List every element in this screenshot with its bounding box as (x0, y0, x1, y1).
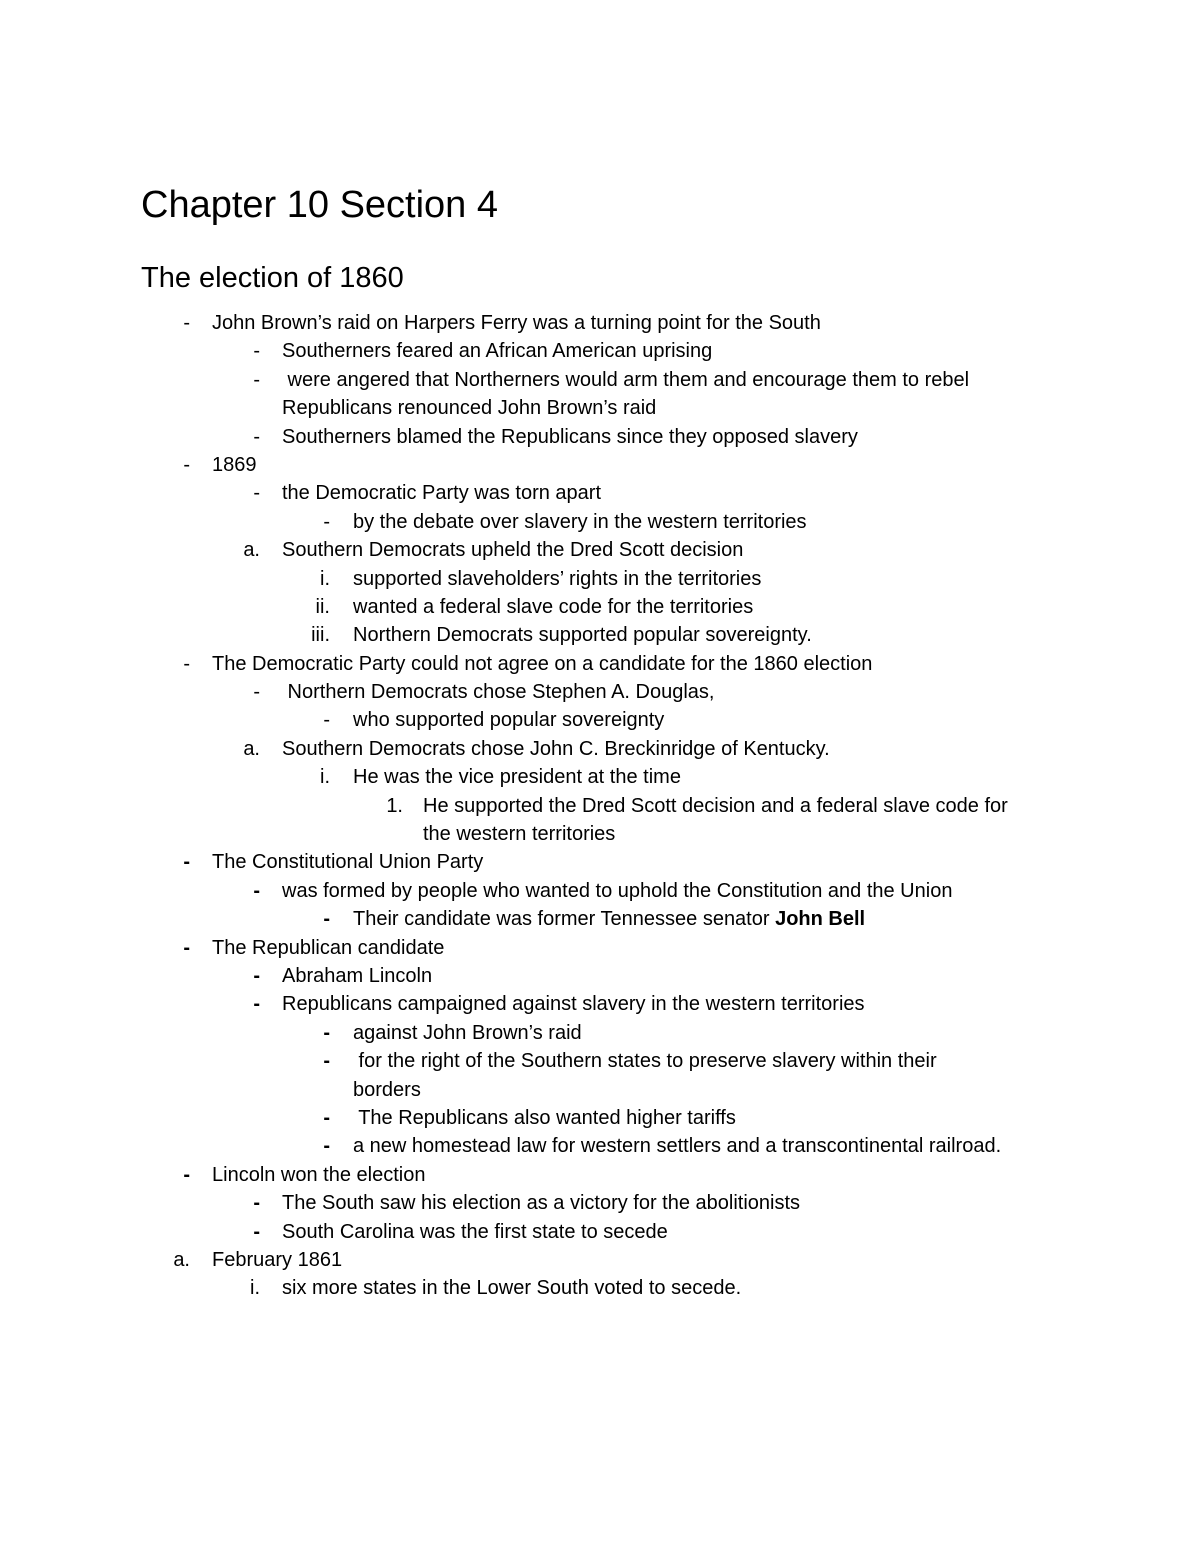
list-marker: - (253, 368, 260, 391)
outline-item-text (282, 678, 714, 706)
list-marker: - (183, 652, 190, 675)
outline-item-label: six more states in the Lower South voted to secede. (282, 1277, 742, 1300)
outline-item-label: against John Brown’s raid (353, 1021, 582, 1044)
outline-item-text (212, 934, 444, 962)
outline-item (0, 1161, 1200, 1189)
outline-item-label: Republicans renounced John Brown’s raid (282, 397, 657, 420)
outline-item-label: borders (353, 1078, 421, 1101)
list-marker: - (253, 993, 260, 1016)
list-marker: a. (243, 539, 260, 562)
outline-item-text (353, 621, 812, 649)
outline-item-label: February 1861 (212, 1248, 343, 1271)
outline-item (0, 621, 1200, 649)
list-marker: - (253, 879, 260, 902)
outline-item-label: Northern Democrats chose Stephen A. Douglas, (282, 681, 715, 704)
outline-item-label: wanted a federal slave code for the territories (353, 595, 754, 618)
candidate-name: John Bell (775, 908, 866, 931)
outline-item-label: the Democratic Party was torn apart (282, 482, 602, 505)
outline-item-text (423, 792, 1008, 820)
outline-item (0, 451, 1200, 479)
outline-item (0, 337, 1200, 365)
outline-item-text (353, 1104, 736, 1132)
outline-item (0, 1019, 1200, 1047)
list-marker: iii. (311, 624, 330, 647)
outline-item (0, 1274, 1200, 1302)
list-marker: - (323, 1050, 330, 1073)
outline-item-label: Southerners blamed the Republicans since they opposed slavery (282, 425, 858, 448)
outline-item-text (212, 650, 872, 678)
outline-item (0, 905, 1200, 933)
outline-item-label: Lincoln won the election (212, 1163, 426, 1186)
outline-item-text (282, 1274, 741, 1302)
outline-item-label: a new homestead law for western settlers and a transcontinental railroad. (353, 1135, 1002, 1158)
outline-item-label: Southerners feared an African American uprising (282, 340, 713, 363)
outline-item-label: were angered that Northerners would arm them and encourage them to rebel (282, 368, 970, 391)
outline-item (0, 394, 1200, 422)
outline-item-label: was formed by people who wanted to uphold the Constitution and the Union (282, 879, 953, 902)
outline-item-label: South Carolina was the first state to secede (282, 1220, 668, 1243)
outline-item (0, 508, 1200, 536)
list-marker: - (323, 510, 330, 533)
outline-item-text (353, 593, 753, 621)
list-marker: - (253, 1192, 260, 1215)
outline-item-text (353, 508, 807, 536)
outline-item (0, 706, 1200, 734)
outline-item-text (212, 1246, 342, 1274)
outline-item (0, 1104, 1200, 1132)
list-marker: - (183, 1163, 190, 1186)
outline-item (0, 763, 1200, 791)
outline-item (0, 848, 1200, 876)
outline-item-label: Abraham Lincoln (282, 964, 433, 987)
outline-item-text (282, 423, 858, 451)
outline-item (0, 820, 1200, 848)
outline-item (0, 309, 1200, 337)
list-marker: - (253, 964, 260, 987)
outline-item-label: The Democratic Party could not agree on a candidate for the 1860 election (212, 652, 873, 675)
outline-item-text (423, 820, 615, 848)
list-marker: - (253, 1220, 260, 1243)
outline-item-text (282, 536, 743, 564)
outline-item-label: John Brown’s raid on Harpers Ferry was a turning point for the South (212, 312, 821, 334)
list-marker: i. (320, 766, 330, 789)
outline-item-text (212, 848, 483, 876)
outline-item (0, 962, 1200, 990)
outline-item (0, 1047, 1200, 1075)
outline-item-text (353, 905, 865, 933)
list-marker: - (253, 482, 260, 505)
outline-item-label: Southern Democrats upheld the Dred Scott decision (282, 539, 744, 562)
outline-item (0, 650, 1200, 678)
list-marker: - (323, 1135, 330, 1158)
list-marker: a. (173, 1248, 190, 1271)
outline-item (0, 934, 1200, 962)
outline-item-text (353, 706, 664, 734)
outline-item-text (282, 366, 969, 394)
list-marker: - (253, 425, 260, 448)
list-marker: - (323, 709, 330, 732)
outline-item-label: The South saw his election as a victory for the abolitionists (282, 1192, 801, 1215)
list-marker: - (183, 453, 190, 476)
outline-item-text (353, 763, 681, 791)
outline-item-label: The Constitutional Union Party (212, 851, 484, 874)
outline-item (0, 877, 1200, 905)
outline-item (0, 423, 1200, 451)
outline-item-label: supported slaveholders’ rights in the territories (353, 567, 762, 590)
outline-item (0, 678, 1200, 706)
outline-item-text (353, 1132, 1001, 1160)
document-title: Chapter 10 Section 4 (141, 184, 499, 226)
outline-item-text (282, 1189, 800, 1217)
outline-item-label: by the debate over slavery in the western territories (353, 510, 807, 533)
outline-item-label: Their candidate was former Tennessee senator (353, 908, 776, 931)
list-marker: i. (250, 1277, 260, 1300)
outline-item-label: Northern Democrats supported popular sovereignty. (353, 624, 812, 647)
outline-item (0, 1189, 1200, 1217)
list-marker: a. (243, 737, 260, 760)
outline-item-label: for the right of the Southern states to preserve slavery within their (353, 1050, 937, 1073)
outline-item-label: The Republican candidate (212, 936, 445, 959)
list-marker: ii. (315, 595, 330, 618)
list-marker: - (253, 681, 260, 704)
outline-item-text (212, 1161, 425, 1189)
list-marker: - (253, 340, 260, 363)
outline-item (0, 366, 1200, 394)
outline-item (0, 792, 1200, 820)
outline-item-text (282, 479, 601, 507)
outline-item-text (282, 962, 432, 990)
outline-item-text (353, 1019, 582, 1047)
outline-list (0, 309, 1200, 1303)
list-marker: - (323, 908, 330, 931)
outline-item (0, 565, 1200, 593)
list-marker: - (183, 936, 190, 959)
outline-item-label: who supported popular sovereignty (353, 709, 665, 732)
outline-item-text (212, 309, 821, 337)
outline-item (0, 1246, 1200, 1274)
outline-item-label: the western territories (423, 823, 616, 846)
outline-item (0, 1132, 1200, 1160)
outline-item (0, 735, 1200, 763)
outline-item-text (282, 394, 656, 422)
outline-item-text (282, 877, 952, 905)
outline-item (0, 536, 1200, 564)
outline-item-label: The Republicans also wanted higher tariffs (353, 1106, 736, 1129)
outline-item-label: He supported the Dred Scott decision and a federal slave code for (423, 794, 1008, 817)
outline-item-text (282, 990, 865, 1018)
section-heading: The election of 1860 (141, 262, 404, 294)
outline-item (0, 593, 1200, 621)
outline-item-text (353, 565, 761, 593)
outline-item-label: He was the vice president at the time (353, 766, 681, 789)
list-marker: - (183, 851, 190, 874)
list-marker: 1. (386, 794, 403, 817)
outline-item-label: Republicans campaigned against slavery in the western territories (282, 993, 865, 1016)
outline-item (0, 1076, 1200, 1104)
outline-item-text (353, 1047, 937, 1075)
outline-item (0, 1218, 1200, 1246)
outline-item-text (282, 735, 830, 763)
outline-item-text (282, 337, 712, 365)
list-marker: - (323, 1021, 330, 1044)
list-marker: i. (320, 567, 330, 590)
list-marker: - (183, 312, 190, 334)
outline-item (0, 479, 1200, 507)
outline-item-text (282, 1218, 668, 1246)
outline-item-text (212, 451, 257, 479)
list-marker: - (323, 1106, 330, 1129)
outline-item-text (353, 1076, 421, 1104)
outline-item-label: 1869 (212, 453, 257, 476)
outline-item-label: Southern Democrats chose John C. Breckinridge of Kentucky. (282, 737, 830, 760)
outline-item (0, 990, 1200, 1018)
